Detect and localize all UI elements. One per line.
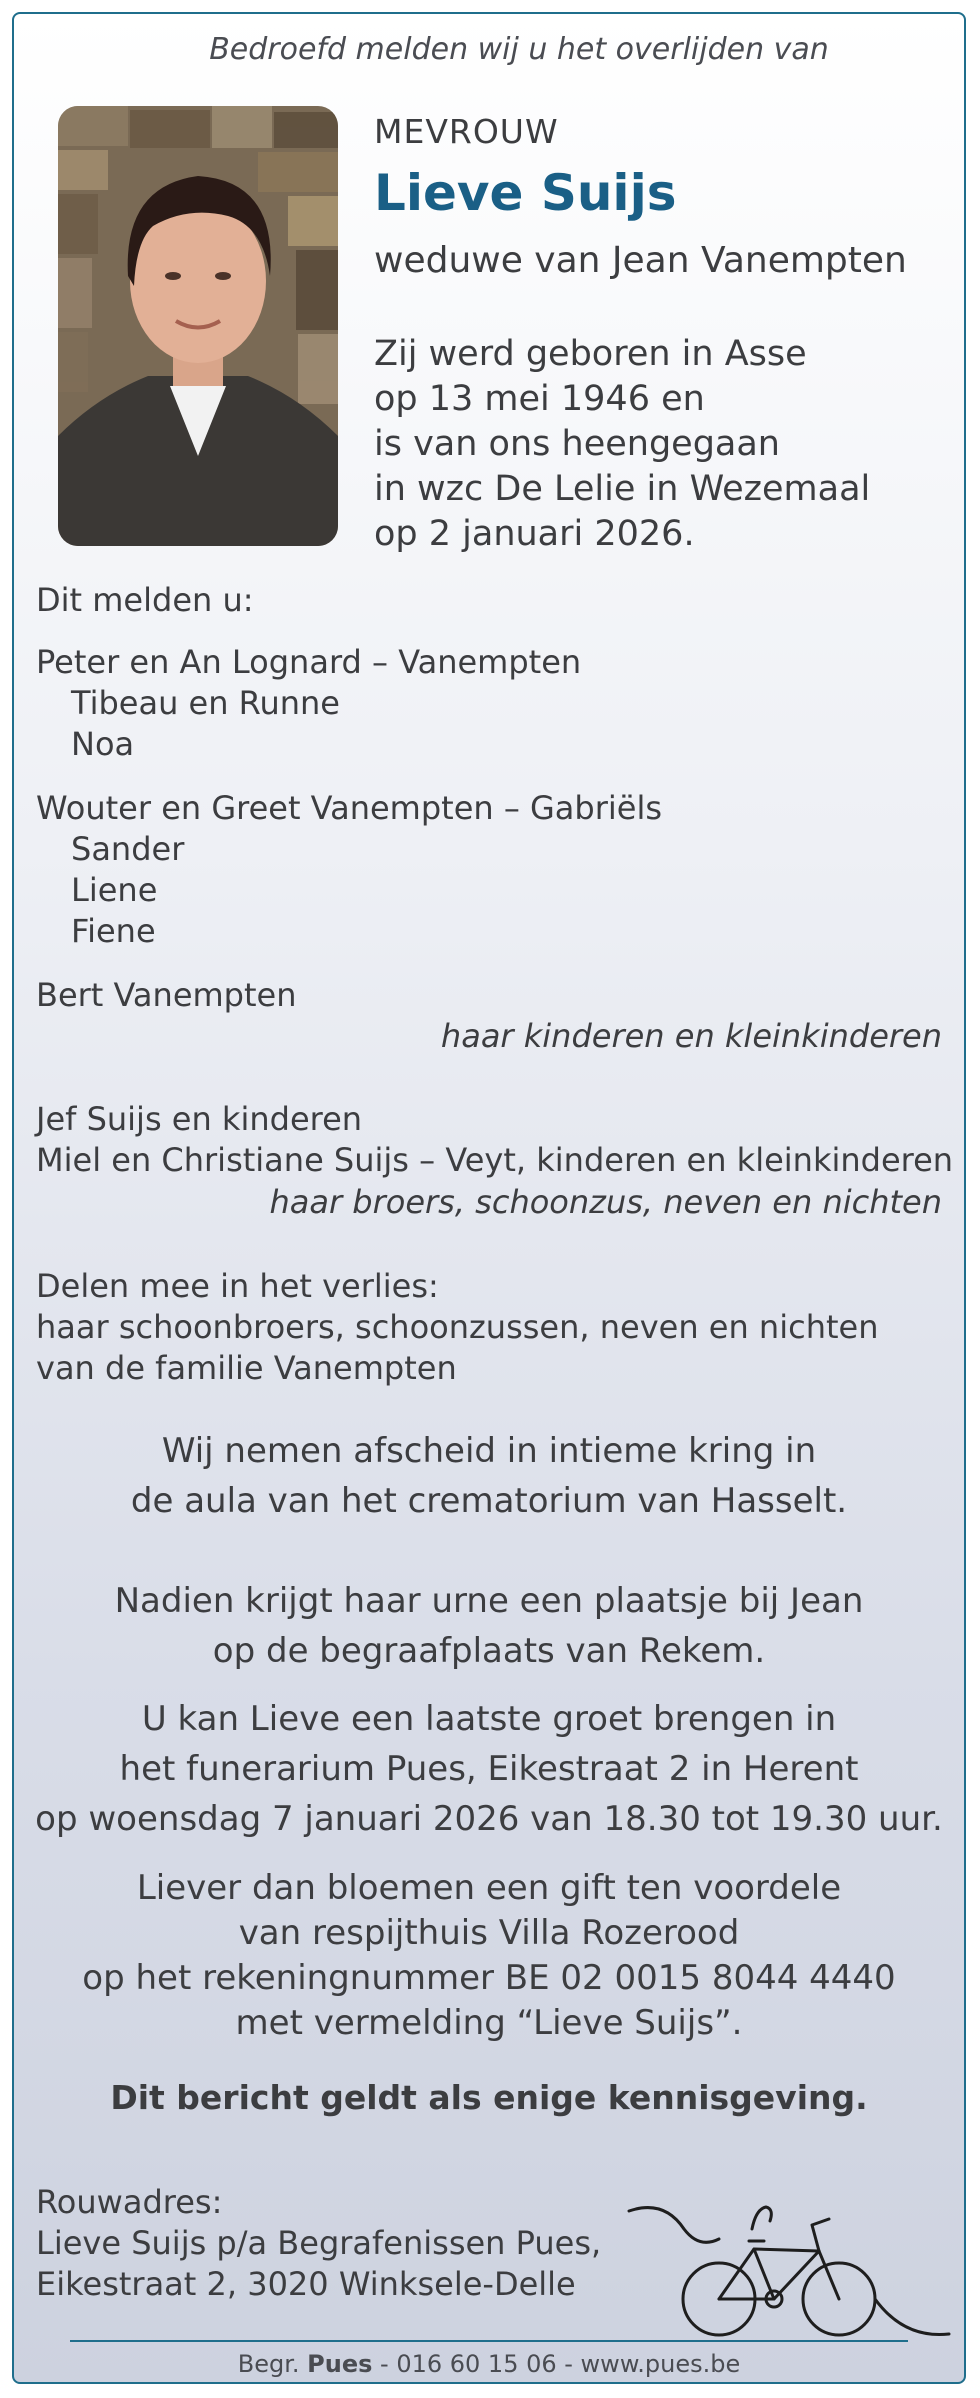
urn-line: op de begraafplaats van Rekem. xyxy=(212,1631,766,1671)
bio-line: Zij werd geboren in Asse xyxy=(374,334,807,374)
sibling: Miel en Christiane Suijs – Veyt, kinderen en kleinkinderen xyxy=(36,1141,954,1179)
bio-line: op 2 januari 2026. xyxy=(374,514,695,554)
siblings-caption: haar broers, schoonzus, neven en nichten xyxy=(269,1183,942,1221)
gift-line: op het rekeningnummer BE 02 0015 8044 4440 xyxy=(82,1958,896,1998)
grandchild: Liene xyxy=(71,871,158,909)
address-line: Lieve Suijs p/a Begrafenissen Pues, xyxy=(36,2224,602,2262)
announce-text: Dit melden u: xyxy=(36,581,254,619)
footer-divider xyxy=(70,2340,908,2342)
grandchild: Fiene xyxy=(71,912,156,950)
urn-text xyxy=(14,1576,964,1676)
gift-line: met vermelding “Lieve Suijs”. xyxy=(235,2003,743,2043)
portrait-photo xyxy=(58,106,338,546)
visit-line: U kan Lieve een laatste groet brengen in xyxy=(141,1699,837,1739)
farewell-line: Wij nemen afscheid in intieme kring in xyxy=(161,1431,817,1471)
title-prefix: MEVROUW xyxy=(374,112,559,151)
footer xyxy=(14,2350,964,2378)
family-group-2 xyxy=(36,788,662,952)
visit-line: op woensdag 7 januari 2026 van 18.30 tot 19.30 uur. xyxy=(35,1799,943,1839)
family-member: Peter en An Lognard – Vanempten xyxy=(36,643,582,681)
family-member: Wouter en Greet Vanempten – Gabriëls xyxy=(36,789,663,827)
family-group-1 xyxy=(36,642,581,765)
sibling: Jef Suijs en kinderen xyxy=(36,1100,363,1138)
grandchild: Tibeau en Runne xyxy=(71,684,340,722)
farewell-line: de aula van het crematorium van Hasselt. xyxy=(130,1481,848,1521)
share-loss-text xyxy=(36,1266,878,1389)
gift-line: van respijthuis Villa Rozerood xyxy=(238,1913,740,1953)
bio-line: in wzc De Lelie in Wezemaal xyxy=(374,469,871,509)
grandchild: Sander xyxy=(71,830,185,868)
deceased-name: Lieve Suijs xyxy=(374,164,677,222)
siblings-group xyxy=(36,1099,953,1181)
notice-text: Dit bericht geldt als enige kennisgeving. xyxy=(110,2078,868,2117)
bio-line: is van ons heengegaan xyxy=(374,424,780,464)
intro-text: Bedroefd melden wij u het overlijden van xyxy=(209,32,829,67)
biography xyxy=(374,332,870,557)
gift-text xyxy=(14,1866,964,2046)
grandchild: Noa xyxy=(71,725,135,763)
share-line: Delen mee in het verlies: xyxy=(36,1267,439,1305)
address-line: Eikestraat 2, 3020 Winksele-Delle xyxy=(36,2265,576,2303)
share-line: haar schoonbroers, schoonzussen, neven en nichten xyxy=(36,1308,879,1346)
children-caption: haar kinderen en kleinkinderen xyxy=(440,1017,942,1055)
widow-of-text: weduwe van Jean Vanempten xyxy=(374,240,907,281)
family-member: Bert Vanempten xyxy=(36,976,297,1014)
farewell-text xyxy=(14,1426,964,1526)
gift-line: Liever dan bloemen een gift ten voordele xyxy=(136,1868,842,1908)
bicycle-icon xyxy=(624,2189,954,2349)
obituary-card xyxy=(12,12,966,2384)
bio-line: op 13 mei 1946 en xyxy=(374,379,705,419)
footer-brand: Pues xyxy=(307,2350,373,2378)
footer-contact: - 016 60 15 06 - www.pues.be xyxy=(372,2350,741,2378)
share-line: van de familie Vanempten xyxy=(36,1349,457,1387)
footer-prefix: Begr. xyxy=(237,2350,308,2378)
visit-text xyxy=(14,1694,964,1844)
address-line: Rouwadres: xyxy=(36,2183,223,2221)
funeral-address xyxy=(36,2182,601,2305)
visit-line: het funerarium Pues, Eikestraat 2 in Herent xyxy=(119,1749,859,1789)
urn-line: Nadien krijgt haar urne een plaatsje bij Jean xyxy=(114,1581,864,1621)
